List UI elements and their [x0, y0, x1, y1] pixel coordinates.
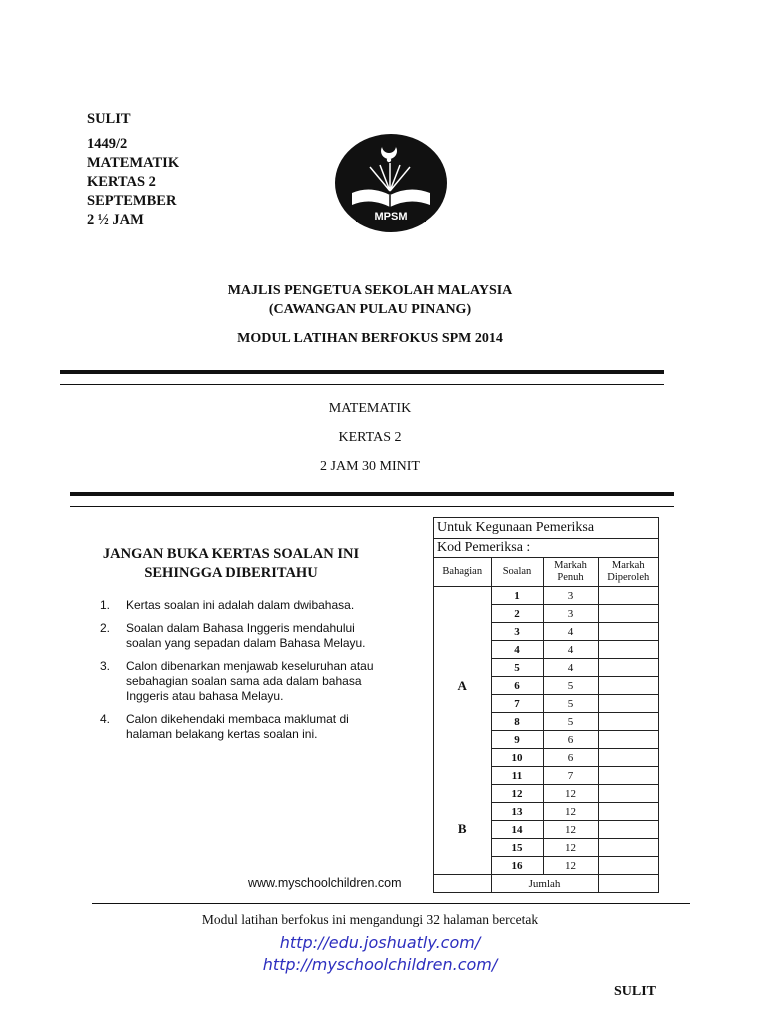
question-number: 15 [491, 839, 543, 857]
full-marks: 3 [543, 605, 598, 623]
council-line1: MAJLIS PENGETUA SEKOLAH MALAYSIA [227, 283, 513, 298]
logo-text: MPSM [374, 211, 408, 223]
marks-row [434, 785, 658, 803]
obtained-marks-cell[interactable] [598, 713, 658, 731]
full-marks: 12 [543, 803, 598, 821]
website-text: www.myschoolchildren.com [248, 876, 402, 890]
question-number: 1 [491, 587, 543, 605]
question-number: 12 [491, 785, 543, 803]
full-marks: 5 [543, 713, 598, 731]
obtained-marks-cell[interactable] [598, 677, 658, 695]
question-number: 6 [491, 677, 543, 695]
question-number: 16 [491, 857, 543, 875]
duration-label: 2 ½ JAM [87, 212, 144, 228]
full-marks: 4 [543, 623, 598, 641]
obtained-marks-cell[interactable] [598, 749, 658, 767]
subject-label: MATEMATIK [87, 155, 180, 171]
obtained-marks-cell[interactable] [598, 695, 658, 713]
marks-header-row [434, 558, 658, 587]
full-marks: 6 [543, 749, 598, 767]
marks-row [434, 587, 658, 605]
instruction-text: Soalan dalam Bahasa Inggeris mendahului soalan yang sepadan dalam Bahasa Melayu. [126, 621, 366, 650]
instruction-number: 2. [100, 621, 111, 635]
center-time: 2 JAM 30 MINIT [320, 459, 420, 474]
warning-line2: SEHINGGA DIBERITAHU [144, 565, 318, 581]
handwritten-link-2[interactable]: http://myschoolchildren.com/ [262, 955, 498, 974]
obtained-marks-cell[interactable] [598, 605, 658, 623]
council-line2: (CAWANGAN PULAU PINANG) [268, 302, 472, 317]
instruction-item [100, 598, 390, 613]
question-number: 11 [491, 767, 543, 785]
full-marks: 5 [543, 677, 598, 695]
header-soalan: Soalan [491, 558, 543, 587]
question-number: 7 [491, 695, 543, 713]
instruction-item [100, 621, 390, 651]
council-title [0, 281, 740, 319]
question-number: 2 [491, 605, 543, 623]
header-markah-penuh: Markah Penuh [543, 558, 598, 587]
instruction-item [100, 659, 390, 704]
handwritten-link-1[interactable]: http://edu.joshuatly.com/ [279, 933, 481, 952]
instruction-text: Calon dikehendaki membaca maklumat di halaman belakang kertas soalan ini. [126, 712, 349, 741]
instructions-list [100, 598, 390, 750]
obtained-marks-cell[interactable] [598, 857, 658, 875]
total-row [434, 875, 658, 893]
page-count-note: Modul latihan berfokus ini mengandungi 32 halaman bercetak [201, 912, 539, 927]
paper-label: KERTAS 2 [87, 174, 156, 190]
warning-line1: JANGAN BUKA KERTAS SOALAN INI [102, 546, 360, 562]
instruction-number: 4. [100, 712, 111, 726]
full-marks: 12 [543, 857, 598, 875]
header-markah-diperoleh: Markah Diperoleh [598, 558, 658, 587]
question-number: 3 [491, 623, 543, 641]
sulit-label: SULIT [87, 111, 131, 127]
total-blank-cell [434, 875, 491, 893]
full-marks: 3 [543, 587, 598, 605]
examiner-table [433, 517, 659, 893]
full-marks: 4 [543, 641, 598, 659]
question-number: 13 [491, 803, 543, 821]
obtained-marks-cell[interactable] [598, 785, 658, 803]
examiner-code-label: Kod Pemeriksa : [434, 539, 658, 558]
obtained-marks-cell[interactable] [598, 767, 658, 785]
instruction-text: Kertas soalan ini adalah dalam dwibahasa. [126, 598, 355, 612]
obtained-marks-cell[interactable] [598, 587, 658, 605]
header-block [87, 110, 179, 230]
center-subject: MATEMATIK [328, 401, 412, 416]
mpsm-logo [334, 133, 448, 233]
obtained-marks-cell[interactable] [598, 659, 658, 677]
full-marks: 12 [543, 821, 598, 839]
full-marks: 6 [543, 731, 598, 749]
thick-rule-top [60, 370, 664, 374]
paper-code: 1449/2 [87, 136, 128, 152]
question-number: 10 [491, 749, 543, 767]
thin-rule-top [60, 384, 664, 385]
total-obtained-cell[interactable] [598, 875, 658, 893]
full-marks: 7 [543, 767, 598, 785]
sulit-footer-label: SULIT [614, 984, 657, 999]
obtained-marks-cell[interactable] [598, 803, 658, 821]
question-number: 4 [491, 641, 543, 659]
month-label: SEPTEMBER [87, 193, 177, 209]
warning-text [96, 545, 366, 583]
center-paper: KERTAS 2 [338, 430, 402, 445]
full-marks: 4 [543, 659, 598, 677]
section-label: B [434, 785, 491, 875]
full-marks: 5 [543, 695, 598, 713]
instruction-number: 1. [100, 598, 111, 612]
obtained-marks-cell[interactable] [598, 731, 658, 749]
obtained-marks-cell[interactable] [598, 821, 658, 839]
full-marks: 12 [543, 785, 598, 803]
header-bahagian: Bahagian [434, 558, 491, 587]
instruction-item [100, 712, 390, 742]
full-marks: 12 [543, 839, 598, 857]
instruction-number: 3. [100, 659, 111, 673]
obtained-marks-cell[interactable] [598, 839, 658, 857]
obtained-marks-cell[interactable] [598, 641, 658, 659]
module-title: MODUL LATIHAN BERFOKUS SPM 2014 [237, 331, 503, 346]
thick-rule-bottom [70, 492, 674, 496]
question-number: 14 [491, 821, 543, 839]
question-number: 8 [491, 713, 543, 731]
section-label: A [434, 587, 491, 785]
footer-rule [92, 903, 690, 904]
question-number: 9 [491, 731, 543, 749]
question-number: 5 [491, 659, 543, 677]
examiner-title: Untuk Kegunaan Pemeriksa [434, 518, 658, 539]
total-label: Jumlah [491, 875, 598, 893]
marks-table [434, 558, 658, 892]
obtained-marks-cell[interactable] [598, 623, 658, 641]
instruction-text: Calon dibenarkan menjawab keseluruhan atau sebahagian soalan sama ada dalam bahasa Inggeris atau bahasa Melayu. [126, 659, 374, 703]
thin-rule-bottom [70, 506, 674, 507]
